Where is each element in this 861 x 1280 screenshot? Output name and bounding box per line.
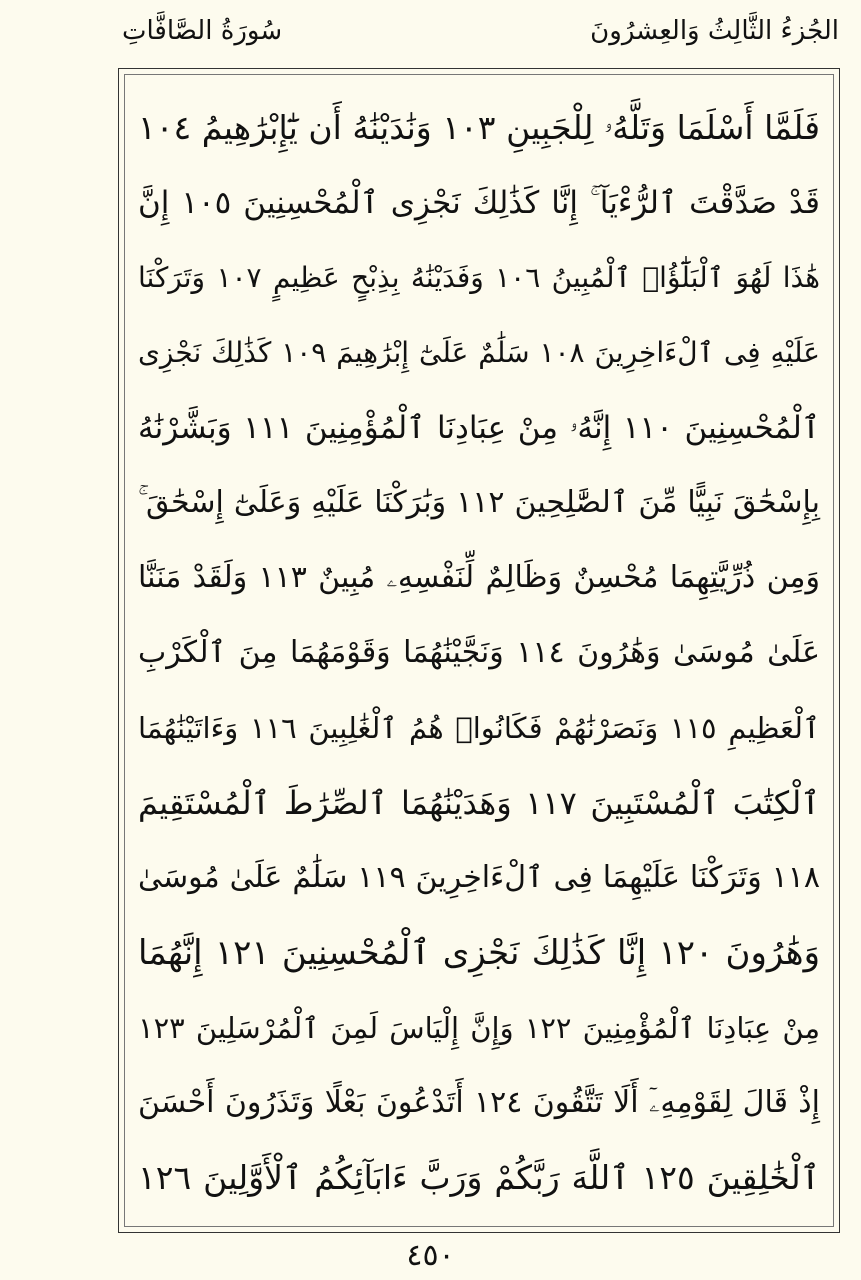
text-line: فَلَمَّا أَسْلَمَا وَتَلَّهُۥ لِلْجَبِينِ ١٠٣ وَنَٰدَيْنَٰهُ أَن يَٰٓإِبْرَٰهِيمُ ١٠٤ [138,108,820,147]
text-line: إِذْ قَالَ لِقَوْمِهِۦٓ أَلَا تَتَّقُونَ ١٢٤ أَتَدْعُونَ بَعْلًا وَتَذَرُونَ أَحْسَنَ [138,1085,820,1120]
text-line: مِنْ عِبَادِنَا ٱلْمُؤْمِنِينَ ١٢٢ وَإِنَّ إِلْيَاسَ لَمِنَ ٱلْمُرْسَلِينَ ١٢٣ [138,1011,821,1045]
text-line: وَمِن ذُرِّيَّتِهِمَا مُحْسِنٌ وَظَالِمٌ لِّنَفْسِهِۦ مُبِينٌ ١١٣ وَلَقَدْ مَنَنَّا [138,560,820,595]
surah-name: سُورَةُ الصَّافَّاتِ [122,16,283,46]
text-line: عَلَىٰ مُوسَىٰ وَهَٰرُونَ ١١٤ وَنَجَّيْنَٰهُمَا وَقَوْمَهُمَا مِنَ ٱلْكَرْبِ [138,635,820,670]
text-line: ٱلْعَظِيمِ ١١٥ وَنَصَرْنَٰهُمْ فَكَانُوا۟ هُمُ ٱلْغَٰلِبِينَ ١١٦ وَءَاتَيْنَٰهُمَا [138,711,820,745]
text-line: ١١٨ وَتَرَكْنَا عَلَيْهِمَا فِى ٱلْءَاخِرِينَ ١١٩ سَلَٰمٌ عَلَىٰ مُوسَىٰ [138,860,820,895]
juz-name: الجُزءُ الثَّالِثُ وَالعِشرُونَ [590,16,839,46]
text-line: ٱلْكِتَٰبَ ٱلْمُسْتَبِينَ ١١٧ وَهَدَيْنَٰهُمَا ٱلصِّرَٰطَ ٱلْمُسْتَقِيمَ [138,784,821,822]
text-line: هَٰذَا لَهُوَ ٱلْبَلَٰٓؤُا۟ ٱلْمُبِينُ ١٠٦ وَفَدَيْنَٰهُ بِذِبْحٍ عَظِيمٍ ١٠٧ وَتَرَكْنَا [138,261,820,294]
page-number: ٤٥٠ [406,1238,455,1273]
page-header [0,10,861,60]
text-line: ٱلْخَٰلِقِينَ ١٢٥ ٱللَّهَ رَبَّكُمْ وَرَبَّ ءَابَآئِكُمُ ٱلْأَوَّلِينَ ١٢٦ [138,1158,820,1197]
quran-text [138,92,820,1220]
text-line: بِإِسْحَٰقَ نَبِيًّا مِّنَ ٱلصَّٰلِحِينَ ١١٢ وَبَٰرَكْنَا عَلَيْهِ وَعَلَىٰٓ إِسْحَٰقَ ۚ [138,485,820,520]
text-line: ٱلْمُحْسِنِينَ ١١٠ إِنَّهُۥ مِنْ عِبَادِنَا ٱلْمُؤْمِنِينَ ١١١ وَبَشَّرْنَٰهُ [138,410,821,446]
text-line: وَهَٰرُونَ ١٢٠ إِنَّا كَذَٰلِكَ نَجْزِى ٱلْمُحْسِنِينَ ١٢١ إِنَّهُمَا [138,933,820,973]
text-line: عَلَيْهِ فِى ٱلْءَاخِرِينَ ١٠٨ سَلَٰمٌ عَلَىٰٓ إِبْرَٰهِيمَ ١٠٩ كَذَٰلِكَ نَجْزِى [138,336,820,369]
text-line: قَدْ صَدَّقْتَ ٱلرُّءْيَآ ۚ إِنَّا كَذَٰلِكَ نَجْزِى ٱلْمُحْسِنِينَ ١٠٥ إِنَّ [138,185,820,221]
